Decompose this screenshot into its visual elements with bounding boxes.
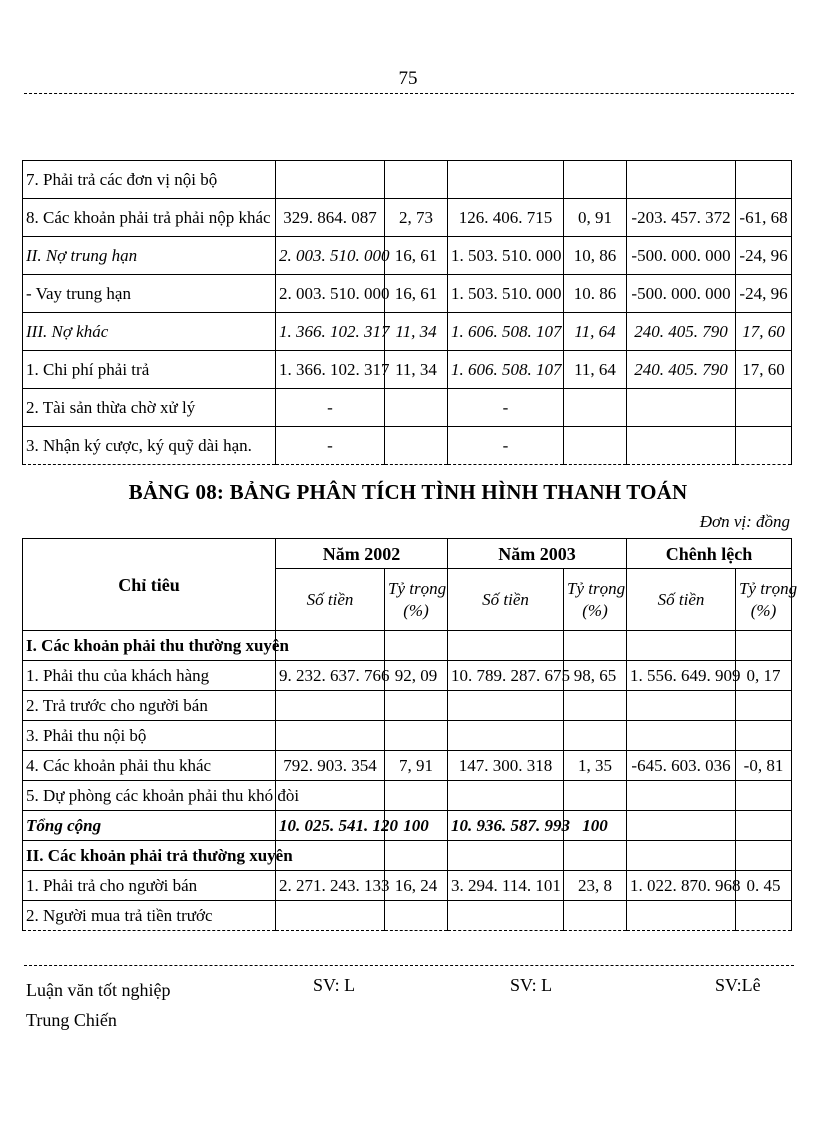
table2-cell-c4	[564, 721, 627, 751]
table2-cell-c1	[276, 631, 385, 661]
table2-row	[23, 811, 792, 841]
table1-row	[23, 389, 792, 427]
table2-cell-c3: 10. 936. 587. 993	[448, 811, 564, 841]
table2-cell-c6	[736, 691, 792, 721]
table1-cell-c6: 17, 60	[736, 313, 792, 351]
table1-cell-c3	[448, 161, 564, 199]
table2-cell-c6	[736, 721, 792, 751]
table2-cell-c2: 100	[385, 811, 448, 841]
table1-cell-c6: 17, 60	[736, 351, 792, 389]
table1-cell-c5	[627, 427, 736, 465]
header-amount-2003: Số tiền	[448, 569, 564, 631]
table2-row	[23, 751, 792, 781]
table2-cell-c1	[276, 721, 385, 751]
table1-row-label: 3. Nhận ký cược, ký quỹ dài hạn.	[23, 427, 276, 465]
table2-row	[23, 661, 792, 691]
table1-cell-c3: -	[448, 427, 564, 465]
table2-cell-c2	[385, 721, 448, 751]
table1-cell-c6: -24, 96	[736, 237, 792, 275]
table1-cell-c2	[385, 427, 448, 465]
table2-cell-c6: 0, 17	[736, 661, 792, 691]
unit-label: Đơn vị: đồng	[699, 512, 790, 531]
table2-cell-c4: 98, 65	[564, 661, 627, 691]
table2-cell-c2	[385, 841, 448, 871]
table2-cell-c3: 10. 789. 287. 675	[448, 661, 564, 691]
table1-cell-c3: 1. 606. 508. 107	[448, 351, 564, 389]
header-divider	[24, 93, 794, 94]
header-indicator: Chỉ tiêu	[23, 539, 276, 631]
table1-cell-c2: 16, 61	[385, 275, 448, 313]
table1-row	[23, 199, 792, 237]
table2-cell-c5	[627, 781, 736, 811]
table1-cell-c2: 11, 34	[385, 313, 448, 351]
table1-row-label: - Vay trung hạn	[23, 275, 276, 313]
table2-cell-c6	[736, 811, 792, 841]
footer-student-3: SV:Lê	[715, 975, 761, 995]
table1-cell-c5	[627, 389, 736, 427]
table2-cell-c5: -645. 603. 036	[627, 751, 736, 781]
table2-cell-c5	[627, 901, 736, 931]
table1-row	[23, 275, 792, 313]
table2-cell-c2	[385, 691, 448, 721]
table2-row-label: 2. Người mua trả tiền trước	[23, 901, 276, 931]
footer-student-1: SV: L	[313, 975, 356, 995]
footer-thesis: Luận văn tốt nghiệp Trung Chiến	[26, 980, 171, 1030]
table1-row-label: 2. Tài sản thừa chờ xử lý	[23, 389, 276, 427]
table1-cell-c1: -	[276, 427, 385, 465]
liabilities-table-continued	[22, 160, 792, 465]
table2-cell-c6	[736, 631, 792, 661]
table1-cell-c3: -	[448, 389, 564, 427]
table2-row-label: 3. Phải thu nội bộ	[23, 721, 276, 751]
table2-cell-c1: 10. 025. 541. 120	[276, 811, 385, 841]
table1-cell-c4	[564, 427, 627, 465]
table1-cell-c3: 1. 503. 510. 000	[448, 237, 564, 275]
table2-row-label: 5. Dự phòng các khoản phải thu khó đòi	[23, 781, 276, 811]
header-difference: Chênh lệch	[627, 539, 792, 569]
table2-cell-c4	[564, 631, 627, 661]
table1-row-label: 8. Các khoản phải trả phải nộp khác	[23, 199, 276, 237]
table1-cell-c5: -500. 000. 000	[627, 275, 736, 313]
table2-row-label: 4. Các khoản phải thu khác	[23, 751, 276, 781]
table1-row	[23, 351, 792, 389]
table2-row-label: I. Các khoản phải thu thường xuyên	[23, 631, 276, 661]
table2-row	[23, 721, 792, 751]
table1-cell-c6	[736, 389, 792, 427]
table1-cell-c4: 0, 91	[564, 199, 627, 237]
table2-cell-c3	[448, 901, 564, 931]
payment-analysis-table	[22, 538, 798, 931]
table1-cell-c1	[276, 161, 385, 199]
table2-row	[23, 841, 792, 871]
header-ratio-2003: Tỷ trọng (%)	[564, 569, 627, 631]
table2-cell-c5	[627, 691, 736, 721]
table2-row-label: 1. Phải trả cho người bán	[23, 871, 276, 901]
table1-row	[23, 313, 792, 351]
table2-cell-c1: 2. 271. 243. 133	[276, 871, 385, 901]
table1-cell-c3: 126. 406. 715	[448, 199, 564, 237]
table2-cell-c2: 7, 91	[385, 751, 448, 781]
table2-row	[23, 631, 792, 661]
table1-row-label: 1. Chi phí phải trả	[23, 351, 276, 389]
header-year-2003: Năm 2003	[448, 539, 627, 569]
table1-cell-c6: -61, 68	[736, 199, 792, 237]
table2-cell-c1	[276, 901, 385, 931]
table2-cell-c2	[385, 781, 448, 811]
table1-cell-c4: 10, 86	[564, 237, 627, 275]
table2-row-label: Tổng cộng	[23, 811, 276, 841]
footer-divider	[24, 965, 794, 966]
table2-cell-c6	[736, 901, 792, 931]
table2-cell-c4: 23, 8	[564, 871, 627, 901]
table1-cell-c1: 2. 003. 510. 000	[276, 275, 385, 313]
table2-row-label: 2. Trả trước cho người bán	[23, 691, 276, 721]
table1-cell-c6	[736, 161, 792, 199]
table2-row-label: 1. Phải thu của khách hàng	[23, 661, 276, 691]
table1-row-label: 7. Phải trả các đơn vị nội bộ	[23, 161, 276, 199]
table2-cell-c6: 0. 45	[736, 871, 792, 901]
table2-cell-c4: 100	[564, 811, 627, 841]
table2-cell-c5: 1. 556. 649. 909	[627, 661, 736, 691]
table1-cell-c5: 240. 405. 790	[627, 351, 736, 389]
table1-cell-c5: 240. 405. 790	[627, 313, 736, 351]
table2-cell-c3	[448, 781, 564, 811]
table2-row	[23, 901, 792, 931]
table1-cell-c1: -	[276, 389, 385, 427]
header-amount-2002: Số tiền	[276, 569, 385, 631]
table2-cell-c3	[448, 721, 564, 751]
table2-row	[23, 871, 792, 901]
header-year-2002: Năm 2002	[276, 539, 448, 569]
header-amount-diff: Số tiền	[627, 569, 736, 631]
table2-cell-c1: 9. 232. 637. 766	[276, 661, 385, 691]
table2-cell-c4	[564, 901, 627, 931]
table2-cell-c3	[448, 631, 564, 661]
table1-cell-c1: 329. 864. 087	[276, 199, 385, 237]
page-number: 75	[398, 68, 418, 89]
table2-cell-c4: 1, 35	[564, 751, 627, 781]
header-ratio-diff: Tỷ trọng (%)	[736, 569, 792, 631]
table1-cell-c4	[564, 161, 627, 199]
table2-cell-c4	[564, 841, 627, 871]
table1-row	[23, 427, 792, 465]
table1-cell-c4: 11, 64	[564, 351, 627, 389]
table2-cell-c1: 792. 903. 354	[276, 751, 385, 781]
table2-cell-c4	[564, 691, 627, 721]
table2-cell-c3	[448, 841, 564, 871]
table2-cell-c6: -0, 81	[736, 751, 792, 781]
table2-cell-c2: 16, 24	[385, 871, 448, 901]
table2-cell-c3: 147. 300. 318	[448, 751, 564, 781]
table1-cell-c5: -203. 457. 372	[627, 199, 736, 237]
table2-cell-c2: 92, 09	[385, 661, 448, 691]
table1-cell-c5	[627, 161, 736, 199]
table-title: BẢNG 08: BẢNG PHÂN TÍCH TÌNH HÌNH THANH TOÁN	[128, 480, 688, 504]
table1-cell-c1: 1. 366. 102. 317	[276, 351, 385, 389]
table1-cell-c3: 1. 503. 510. 000	[448, 275, 564, 313]
table2-cell-c5	[627, 721, 736, 751]
table1-cell-c2: 11, 34	[385, 351, 448, 389]
table2-cell-c1	[276, 691, 385, 721]
table2-cell-c2	[385, 631, 448, 661]
table2-cell-c5	[627, 631, 736, 661]
table1-cell-c1: 2. 003. 510. 000	[276, 237, 385, 275]
table2-cell-c4	[564, 781, 627, 811]
table1-row	[23, 161, 792, 199]
table1-row-label: II. Nợ trung hạn	[23, 237, 276, 275]
table2-cell-c5	[627, 811, 736, 841]
table1-row	[23, 237, 792, 275]
table2-cell-c5: 1. 022. 870. 968	[627, 871, 736, 901]
table2-row	[23, 691, 792, 721]
table2-cell-c5	[627, 841, 736, 871]
table2-cell-c6	[736, 841, 792, 871]
table1-cell-c2: 16, 61	[385, 237, 448, 275]
footer-student-2: SV: L	[510, 975, 553, 995]
table1-cell-c6	[736, 427, 792, 465]
table2-row-label: II. Các khoản phải trả thường xuyên	[23, 841, 276, 871]
header-ratio-2002: Tỷ trọng (%)	[385, 569, 448, 631]
table2-cell-c3: 3. 294. 114. 101	[448, 871, 564, 901]
table2-row	[23, 781, 792, 811]
table1-cell-c5: -500. 000. 000	[627, 237, 736, 275]
table2-cell-c2	[385, 901, 448, 931]
table1-cell-c3: 1. 606. 508. 107	[448, 313, 564, 351]
table1-cell-c6: -24, 96	[736, 275, 792, 313]
table1-cell-c4: 11, 64	[564, 313, 627, 351]
table1-cell-c2: 2, 73	[385, 199, 448, 237]
table1-row-label: III. Nợ khác	[23, 313, 276, 351]
table2-cell-c6	[736, 781, 792, 811]
table1-cell-c4: 10. 86	[564, 275, 627, 313]
table1-cell-c2	[385, 161, 448, 199]
table1-cell-c2	[385, 389, 448, 427]
table1-cell-c4	[564, 389, 627, 427]
table2-cell-c3	[448, 691, 564, 721]
table1-cell-c1: 1. 366. 102. 317	[276, 313, 385, 351]
